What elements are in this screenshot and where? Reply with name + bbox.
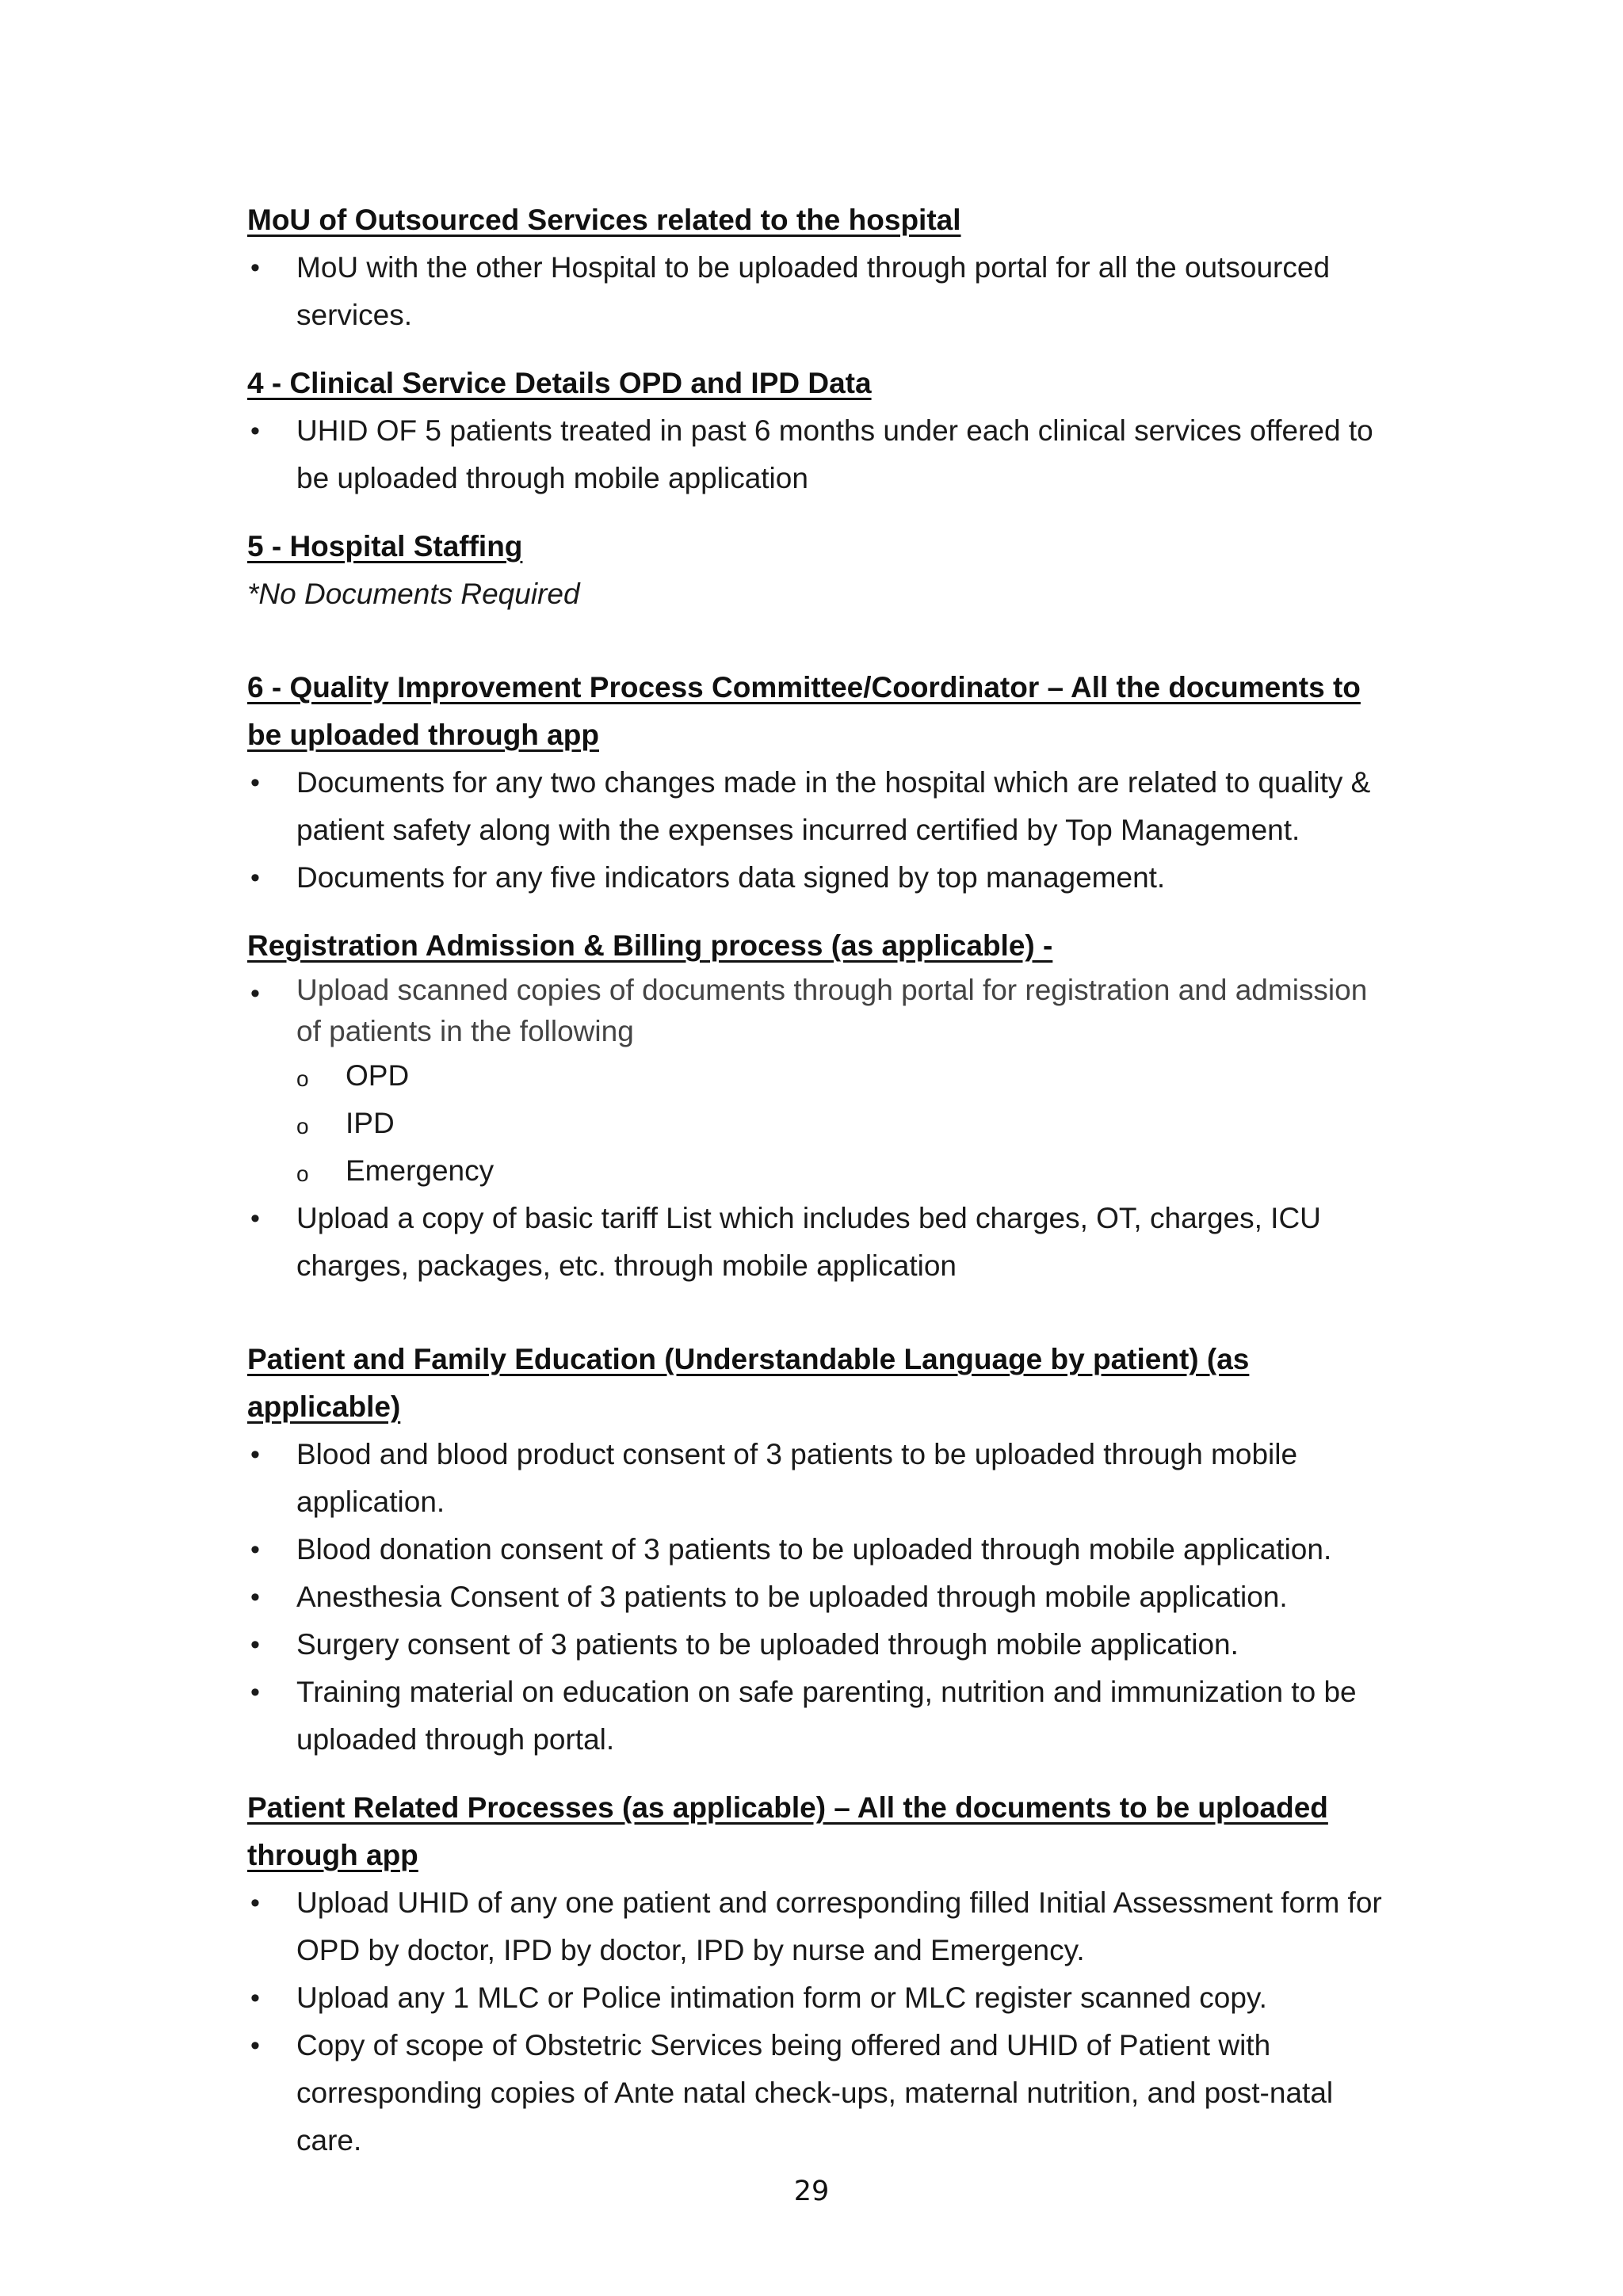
list-quality (247, 759, 1388, 902)
list-item: • Copy of scope of Obstetric Services being offered and UHID of Patient with corresponding copies of Ante natal check-ups, maternal nutrition, and post-natal care. (247, 2022, 1388, 2164)
list-item: • Blood donation consent of 3 patients to be uploaded through mobile application. (247, 1526, 1388, 1573)
heading-education: Patient and Family Education (Understandable Language by patient) (as applicable) (247, 1343, 1250, 1423)
list-item: • Blood and blood product consent of 3 patients to be uploaded through mobile application. (247, 1431, 1388, 1526)
sub-list-registration (296, 1052, 1388, 1195)
sub-list-item: o IPD (296, 1100, 1388, 1147)
list-item: • UHID OF 5 patients treated in past 6 months under each clinical services offered to be uploaded through mobile application (247, 407, 1388, 502)
sub-list-item: o OPD (296, 1052, 1388, 1100)
heading-clinical: 4 - Clinical Service Details OPD and IPD Data (247, 367, 872, 399)
list-item: • Surgery consent of 3 patients to be uploaded through mobile application. (247, 1621, 1388, 1669)
list-item: • Training material on education on safe parenting, nutrition and immunization to be uploaded through portal. (247, 1669, 1388, 1764)
heading-staffing: 5 - Hospital Staffing (247, 530, 523, 563)
heading-registration: Registration Admission & Billing process (as applicable) - (247, 929, 1053, 962)
page-number: 29 (793, 2176, 830, 2207)
list-item (247, 970, 1388, 1195)
list-patient-processes (247, 1879, 1388, 2164)
list-registration (247, 970, 1388, 1290)
list-item: • Documents for any two changes made in the hospital which are related to quality & patient safety along with the expenses incurred certified by Top Management. (247, 759, 1388, 854)
list-item: • Documents for any five indicators data signed by top management. (247, 854, 1388, 902)
list-item: • Upload a copy of basic tariff List which includes bed charges, OT, charges, ICU charges, packages, etc. through mobile application (247, 1195, 1388, 1290)
sub-list-item: o Emergency (296, 1147, 1388, 1195)
list-education (247, 1431, 1388, 1764)
heading-patient-processes: Patient Related Processes (as applicable) – All the documents to be uploaded through app (247, 1791, 1328, 1871)
page-content (247, 196, 1388, 2164)
list-item: • Anesthesia Consent of 3 patients to be uploaded through mobile application. (247, 1573, 1388, 1621)
list-item: • Upload any 1 MLC or Police intimation form or MLC register scanned copy. (247, 1974, 1388, 2022)
heading-quality: 6 - Quality Improvement Process Committee/Coordinator – All the documents to be uploaded through app (247, 671, 1361, 751)
list-item: • Upload UHID of any one patient and corresponding filled Initial Assessment form for OPD by doctor, IPD by doctor, IPD by nurse and Emergency. (247, 1879, 1388, 1974)
list-clinical (247, 407, 1388, 502)
heading-mou: MoU of Outsourced Services related to the hospital (247, 204, 961, 236)
registration-item-text: • Upload scanned copies of documents through portal for registration and admission of patients in the following (296, 974, 1368, 1047)
staffing-note: *No Documents Required (247, 578, 580, 610)
list-item: • MoU with the other Hospital to be uploaded through portal for all the outsourced services. (247, 244, 1388, 339)
list-mou (247, 244, 1388, 339)
